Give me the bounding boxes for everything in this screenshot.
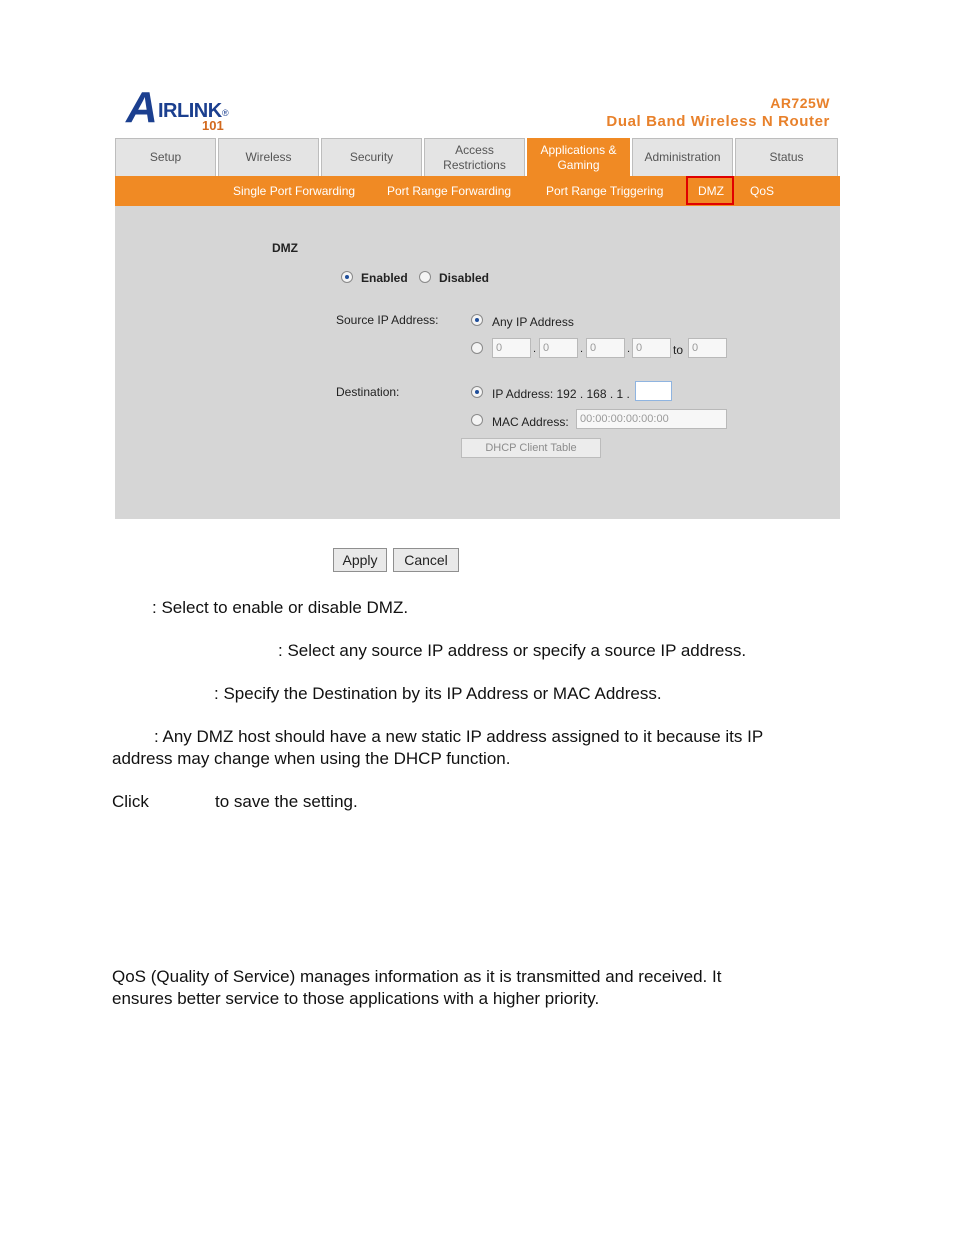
dmz-highlight-box: [686, 176, 734, 205]
tab-security[interactable]: [321, 138, 422, 176]
logo-101: 101: [202, 118, 224, 133]
doc-save-instruction: to save the setting.: [215, 792, 358, 811]
cancel-button[interactable]: Cancel: [393, 548, 459, 572]
tab-label: Wireless: [245, 150, 292, 164]
subtab-port-range-triggering[interactable]: Port Range Triggering: [546, 184, 664, 198]
model-description: Dual Band Wireless N Router: [606, 113, 830, 130]
doc-destination-description: : Specify the Destination by its IP Address or MAC Address.: [214, 684, 662, 703]
apply-button[interactable]: Apply: [333, 548, 387, 572]
enabled-label: Enabled: [361, 271, 408, 285]
ip-range-radio[interactable]: [471, 342, 483, 354]
subtab-single-port-forwarding[interactable]: Single Port Forwarding: [233, 184, 356, 198]
sub-navigation: [115, 176, 840, 207]
range-end-octet[interactable]: 0: [688, 338, 727, 358]
ip-last-octet-input[interactable]: [635, 381, 672, 401]
doc-note-line-1: : Any DMZ host should have a new static IP address assigned to it because its IP: [154, 727, 764, 746]
section-heading: DMZ: [272, 241, 298, 255]
disabled-radio[interactable]: [419, 271, 431, 283]
enabled-radio[interactable]: [341, 271, 353, 283]
disabled-label: Disabled: [439, 271, 490, 285]
destination-label: Destination:: [336, 385, 400, 399]
tab-applications-gaming[interactable]: [527, 138, 630, 176]
logo-letter-a: A: [126, 83, 158, 132]
tab-wireless[interactable]: [218, 138, 319, 176]
dot-separator: .: [627, 343, 631, 355]
range-to-label: to: [673, 343, 684, 357]
tab-status[interactable]: [735, 138, 838, 176]
subtab-port-range-forwarding[interactable]: Port Range Forwarding: [387, 184, 512, 198]
tab-label: Setup: [149, 150, 182, 164]
subtab-dmz[interactable]: DMZ: [698, 184, 724, 198]
tab-administration[interactable]: [632, 138, 733, 176]
tab-label: Security: [349, 150, 394, 164]
range-octet-3[interactable]: 0: [586, 338, 625, 358]
dmz-panel: [115, 206, 840, 519]
range-octet-1[interactable]: 0: [492, 338, 531, 358]
logo-wordmark: IRLINK: [158, 100, 222, 122]
range-octet-2[interactable]: 0: [539, 338, 578, 358]
doc-note-line-2: address may change when using the DHCP function.: [112, 749, 511, 768]
doc-qos-line-1: QoS (Quality of Service) manages information as it is transmitted and received. It: [112, 967, 722, 986]
tab-label: Access Restrictions: [443, 142, 506, 172]
any-ip-radio[interactable]: [471, 314, 483, 326]
tab-label: Applications & Gaming: [540, 142, 617, 172]
doc-qos-line-2: ensures better service to those applications with a higher priority.: [112, 989, 600, 1008]
tab-label: Status: [769, 150, 804, 164]
mac-address-radio[interactable]: [471, 414, 483, 426]
subtab-qos[interactable]: QoS: [750, 184, 775, 198]
any-ip-label: Any IP Address: [492, 315, 574, 329]
ip-address-label: IP Address: 192 . 168 . 1 .: [492, 387, 630, 401]
doc-dmz-description: : Select to enable or disable DMZ.: [152, 598, 409, 617]
tab-setup[interactable]: [115, 138, 216, 176]
range-octet-4[interactable]: 0: [632, 338, 671, 358]
doc-click-word: Click: [112, 792, 149, 811]
model-number: AR725W: [770, 95, 830, 111]
mac-address-input[interactable]: 00:00:00:00:00:00: [576, 409, 727, 429]
dot-separator: .: [533, 343, 537, 355]
source-ip-label: Source IP Address:: [336, 313, 439, 327]
airlink-logo: [126, 83, 236, 136]
dhcp-client-table-button[interactable]: DHCP Client Table: [461, 438, 601, 458]
main-tabs: [115, 138, 840, 176]
tab-label: Administration: [644, 150, 721, 164]
mac-address-label: MAC Address:: [492, 415, 569, 429]
tab-access-restrictions[interactable]: [424, 138, 525, 176]
dot-separator: .: [580, 343, 584, 355]
ip-address-radio[interactable]: [471, 386, 483, 398]
doc-source-description: : Select any source IP address or specify a source IP address.: [278, 641, 747, 660]
logo-registered: ®: [222, 108, 229, 118]
